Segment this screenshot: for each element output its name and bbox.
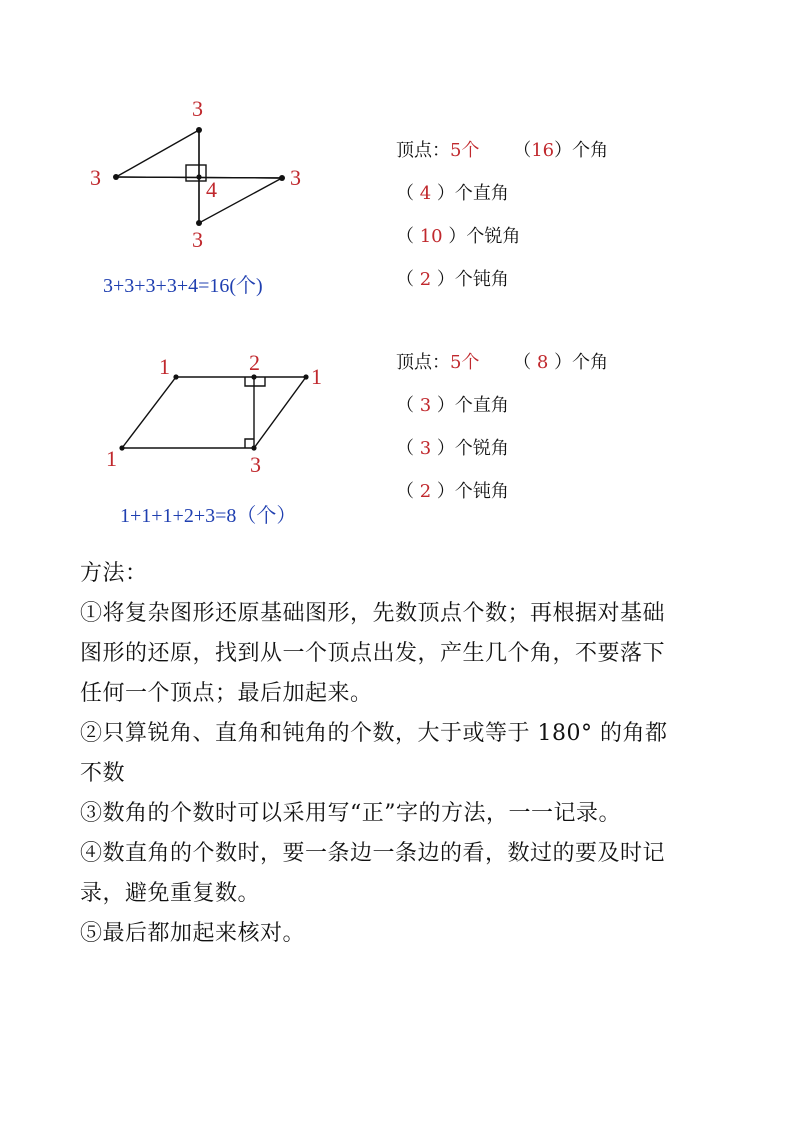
methods-section: [80, 554, 730, 954]
methods-line: ①将复杂图形还原基础图形，先数顶点个数；再根据对基础: [80, 601, 666, 626]
vertex-dot-top-right: [303, 374, 308, 379]
total-suffix: 个角: [572, 352, 609, 373]
vertex-label-right: 3: [290, 165, 301, 190]
methods-line: 任何一个顶点；最后加起来。: [80, 681, 373, 706]
vertex-dot-top: [196, 127, 202, 133]
acute-angle-count: 10: [419, 226, 443, 247]
right-angle-suffix: 个直角: [454, 395, 509, 416]
right-angle-suffix: 个直角: [454, 183, 509, 204]
vertex-label-center: 4: [206, 177, 217, 202]
methods-line: 不数: [80, 761, 126, 786]
equation-1: 3+3+3+3+4=16(个): [103, 275, 263, 297]
vertex-dot-center: [196, 174, 201, 179]
obtuse-angle-count: 2: [419, 481, 432, 502]
obtuse-angle-suffix: 个钝角: [454, 481, 509, 502]
methods-line: ③数角的个数时可以采用写“正”字的方法，一一记录。: [80, 801, 621, 826]
vertex-label-top-left: 1: [159, 354, 170, 379]
vertex-dot-bottom-mid: [251, 445, 256, 450]
vertex-label-top-right: 1: [311, 364, 322, 389]
rhombus-right-angle-marker: [186, 165, 206, 181]
acute-angle-suffix: 个锐角: [454, 438, 509, 459]
vertex-dot-left: [113, 174, 119, 180]
paren-close: ）: [554, 140, 573, 161]
total-suffix: 个角: [572, 140, 609, 161]
vertices-label: 顶点：: [396, 352, 450, 373]
rhombus-figure: [70, 90, 350, 310]
equation-2: 1+1+1+2+3=8（个）: [120, 505, 297, 527]
paren-open: （: [513, 140, 532, 161]
obtuse-angle-count: 2: [419, 269, 432, 290]
vertex-dot-bottom: [196, 220, 202, 226]
right-angle-count: 3: [419, 395, 432, 416]
vertices-label: 顶点：: [396, 140, 450, 161]
vertex-dot-top-mid: [251, 374, 256, 379]
acute-angle-suffix: 个锐角: [466, 226, 521, 247]
right-angle-count: 4: [419, 183, 432, 204]
parallelogram-figure: [90, 340, 360, 540]
vertex-dot-top-left: [173, 374, 178, 379]
vertex-dot-right: [279, 175, 285, 181]
methods-line: 图形的还原，找到从一个顶点出发，产生几个角，不要落下: [80, 641, 666, 666]
methods-line: ⑤最后都加起来核对。: [80, 921, 306, 946]
vertex-label-bottom: 3: [192, 227, 203, 252]
vertex-dot-bottom-left: [119, 445, 124, 450]
methods-line: 录，避免重复数。: [80, 881, 261, 906]
methods-line: ④数直角的个数时，要一条边一条边的看，数过的要及时记: [80, 841, 666, 866]
vertices-count: 5个: [450, 140, 480, 161]
total-angles: 8: [536, 352, 549, 373]
vertices-count: 5个: [450, 352, 480, 373]
methods-line: ②只算锐角、直角和钝角的个数，大于或等于 180° 的角都: [80, 721, 668, 746]
obtuse-angle-suffix: 个钝角: [454, 269, 509, 290]
vertex-label-top-mid: 2: [249, 350, 260, 375]
methods-heading: 方法：: [80, 561, 148, 586]
parallelogram-outline: [122, 377, 306, 448]
total-angles: 16: [531, 140, 555, 161]
vertex-label-bottom-mid: 3: [250, 452, 261, 477]
vertex-label-bottom-left: 1: [106, 446, 117, 471]
vertex-label-top: 3: [192, 96, 203, 121]
acute-angle-count: 3: [419, 438, 432, 459]
vertex-label-left: 3: [90, 165, 101, 190]
